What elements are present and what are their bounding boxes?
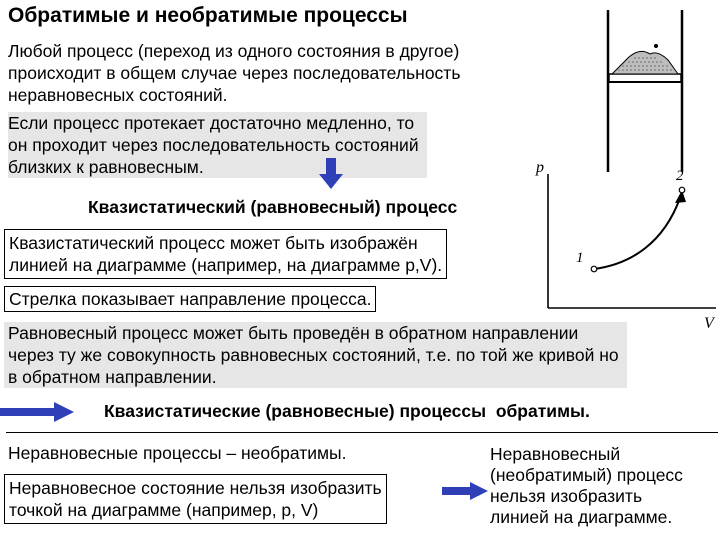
depict-line-2: линией на диаграмме (например, на диаграмме p,V).	[9, 255, 443, 275]
arrow-note: Стрелка показывает направление процесса.	[4, 286, 376, 312]
intro-line-2: происходит в общем случае через последовательность	[8, 63, 461, 83]
box-note	[490, 444, 683, 528]
slow-line-3: близких к равновесным.	[8, 157, 204, 177]
intro-line-1: Любой процесс (переход из одного состояния в другое)	[8, 41, 460, 61]
depict-paragraph	[4, 229, 447, 279]
conclusion-part-2: обратимы.	[495, 401, 590, 421]
separator-line	[6, 432, 718, 433]
axis-v-label: V	[704, 315, 714, 332]
reverse-line-3: в обратном направлении.	[8, 367, 217, 387]
right-arrow-icon	[0, 402, 74, 422]
state-note	[4, 474, 387, 524]
box-note-line-1: Неравновесный	[490, 444, 621, 464]
conclusion	[104, 400, 590, 422]
down-arrow-icon	[318, 158, 344, 190]
point-2-label: 2	[676, 168, 684, 184]
intro-paragraph	[8, 40, 460, 106]
state-note-line-1: Неравновесное состояние нельзя изобразить	[9, 478, 382, 498]
axis-p-label: p	[536, 159, 544, 176]
point-1-label: 1	[576, 250, 584, 266]
cylinder-illustration	[598, 6, 694, 174]
pv-diagram	[532, 158, 720, 334]
slow-line-2: он проходит через последовательность состояний	[8, 135, 419, 155]
right-arrow-small-icon	[442, 482, 488, 500]
box-note-line-4: линией на диаграмме.	[490, 507, 673, 527]
slow-line-1: Если процесс протекает достаточно медленно, то	[8, 113, 415, 133]
page-title: Обратимые и необратимые процессы	[8, 4, 408, 27]
box-note-line-3: нельзя изобразить	[490, 486, 643, 506]
depict-line-1: Квазистатический процесс может быть изображён	[9, 233, 418, 253]
quasistatic-heading: Квазистатический (равновесный) процесс	[88, 197, 458, 217]
reverse-line-1: Равновесный процесс может быть проведён в обратном направлении	[8, 323, 579, 343]
slow-process-paragraph	[8, 112, 427, 178]
state-note-line-2: точкой на диаграмме (например, p, V)	[9, 500, 319, 520]
intro-line-3: неравновесных состояний.	[8, 85, 228, 105]
box-note-line-2: (необратимый) процесс	[490, 465, 683, 485]
conclusion-part-1: Квазистатические (равновесные) процессы	[104, 401, 487, 421]
irreversible-statement: Неравновесные процессы – необратимы.	[8, 443, 347, 463]
reverse-line-2: через ту же совокупность равновесных состояний, т.е. по той же кривой но	[8, 345, 619, 365]
